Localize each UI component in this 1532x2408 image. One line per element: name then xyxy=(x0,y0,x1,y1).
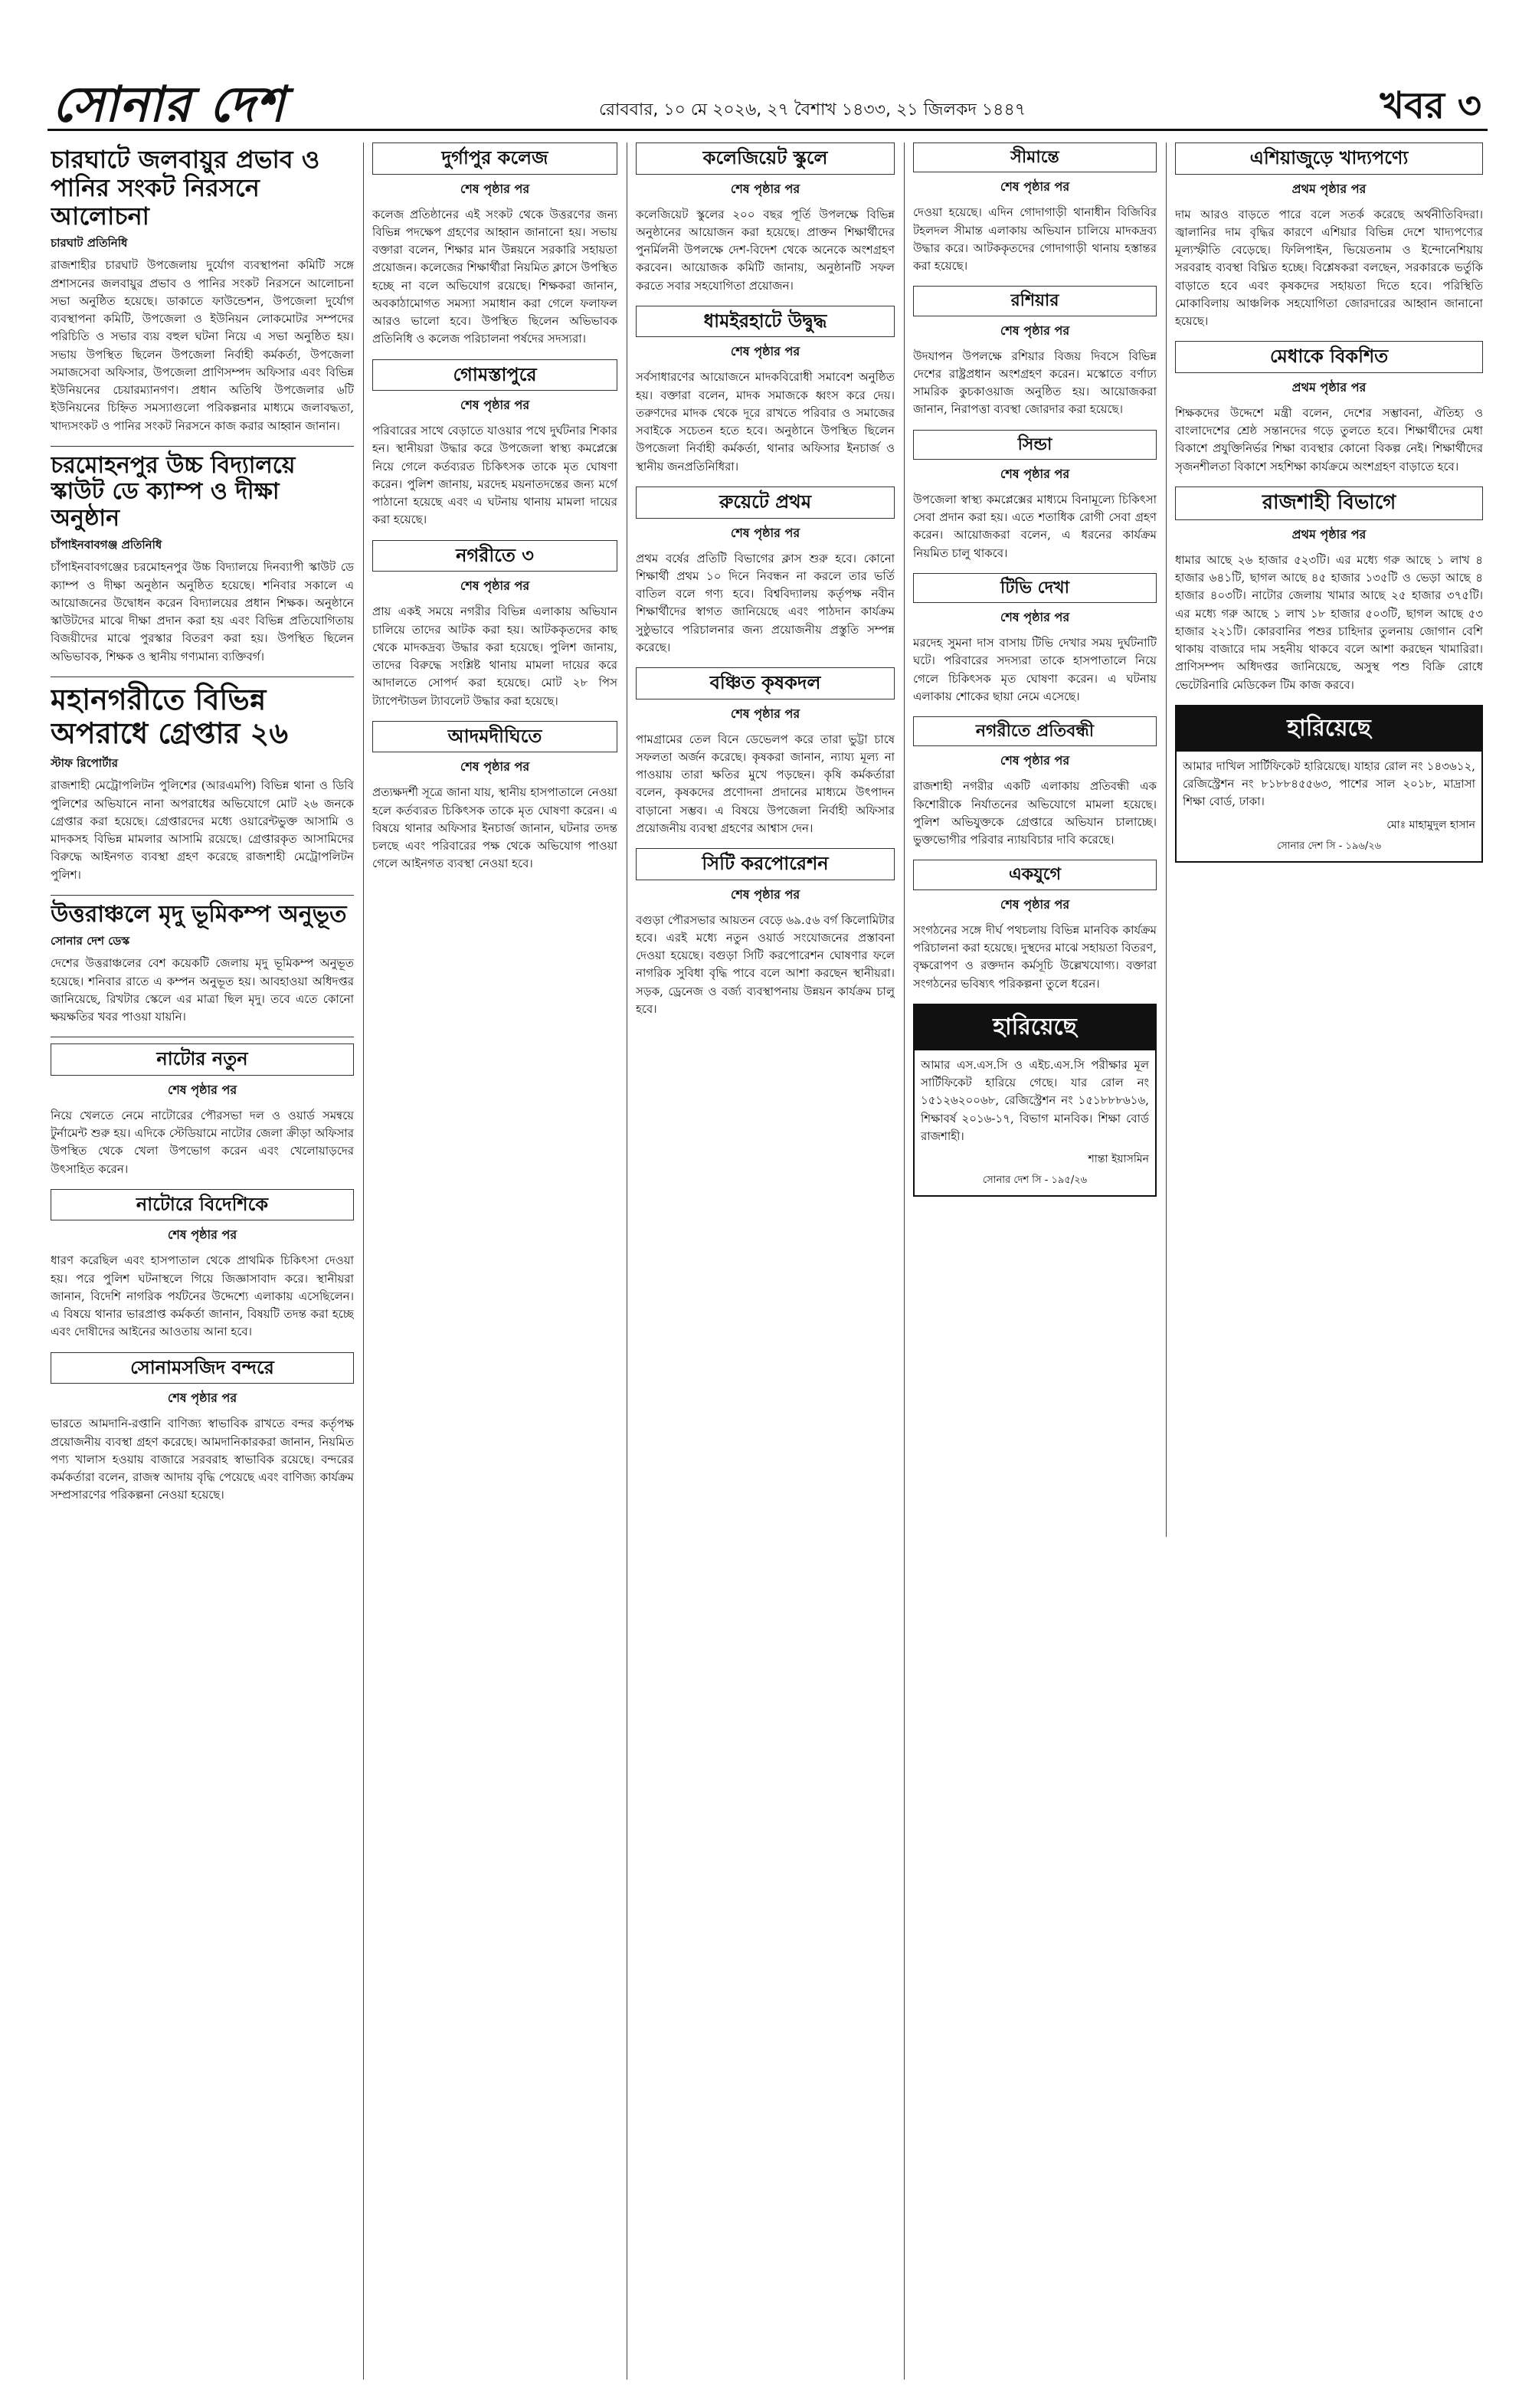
divider xyxy=(51,895,354,896)
byline: চাঁপাইনবাবগঞ্জ প্রতিনিধি xyxy=(51,538,162,552)
continued-label: শেষ পৃষ্ঠার পর xyxy=(730,181,800,196)
headline: নাটোরে বিদেশিকে xyxy=(51,1189,354,1221)
story-text: প্রায় একই সময়ে নগরীর বিভিন্ন এলাকায় অভিযান চালিয়ে তাদের আটক করা হয়। আটককৃতদের কাছ থেকে মাদকদ্রব্য উদ্ধার করা হয়েছে। পুলিশ জানায়, তাদের বিরুদ্ধে সংশ্লিষ্ট থানায় মামলা দায়ের করে আদালতে সোপর্দ করা হয়েছে। মোট ২৮ পিস ট্যাপেন্টাডল ট্যাবলেট উদ্ধার করা হয়েছে। xyxy=(372,604,617,708)
lost-notice xyxy=(913,1004,1157,1197)
continued-label: শেষ পৃষ্ঠার পর xyxy=(1000,896,1070,912)
notice-signature: মোঃ মাহামুদুল হাসান xyxy=(1386,818,1475,831)
headline: চারঘাটে জলবায়ুর প্রভাব ও পানির সংকট নিরসনে আলোচনা xyxy=(51,145,320,231)
headline: গোমস্তাপুরে xyxy=(372,359,617,392)
headline: সিন্ডা xyxy=(913,430,1157,460)
story-text: প্রথম বর্ষের প্রতিটি বিভাগের ক্লাস শুরু হবে। কোনো শিক্ষার্থী প্রথম ১০ দিনে নিবন্ধন না করলে তার ভর্তি বাতিল বলে গণ্য হবে। বিশ্ববিদ্যালয় কর্তৃপক্ষ নবীন শিক্ষার্থীদের স্বাগত জানিয়েছে এবং পাঠদান কার্যক্রম সুষ্ঠুভাবে পরিচালনার জন্য প্রয়োজনীয় প্রস্তুতি সম্পন্ন করেছে। xyxy=(636,551,895,654)
continued-label: শেষ পৃষ্ঠার পর xyxy=(1000,610,1070,625)
story-text: চাঁপাইনবাবগঞ্জের চরমোহনপুর উচ্চ বিদ্যালয়ে দিনব্যাপী স্কাউট ডে ক্যাম্প ও দীক্ষা অনুষ্ঠান অনুষ্ঠিত হয়েছে। শনিবার সকালে এ আয়োজনের উদ্বোধন করেন বিদ্যালয়ের প্রধান শিক্ষক। অনুষ্ঠানে স্কাউটদের মাঝে দীক্ষা প্রদান করা হয় এবং বিভিন্ন প্রতিযোগিতায় বিজয়ীদের মাঝে পুরস্কার বিতরণ করা হয়। উপস্থিত ছিলেন অভিভাবক, শিক্ষক ও স্থানীয় গণ্যমান্য ব্যক্তিবর্গ। xyxy=(51,560,354,663)
continued-label: শেষ পৃষ্ঠার পর xyxy=(167,1082,237,1097)
story-decade xyxy=(913,860,1157,992)
continued-label: শেষ পৃষ্ঠার পর xyxy=(1000,466,1070,481)
story-gomostapur xyxy=(372,359,617,529)
story-text: প্রত্যক্ষদর্শী সূত্রে জানা যায়, স্থানীয় হাসপাতালে নেওয়া হলে কর্তব্যরত চিকিৎসক তাকে মৃত ঘোষণা করেন। এ বিষয়ে থানার অফিসার ইনচার্জ জানান, ঘটনার তদন্ত চলছে এবং পরিবারের পক্ষ থেকে অভিযোগ পাওয়া গেলে আইনগত ব্যবস্থা নেওয়া হবে। xyxy=(372,785,617,871)
newspaper-name: সোনার দেশ xyxy=(52,76,286,133)
headline: রাজশাহী বিভাগে xyxy=(1175,487,1483,520)
date-line: রোববার, ১০ মে ২০২৬, ২৭ বৈশাখ ১৪৩৩, ২১ জিলকদ ১৪৪৭ xyxy=(599,100,1026,120)
column-1 xyxy=(51,143,354,2380)
headline: সিটি করপোরেশন xyxy=(636,848,895,880)
continued-label: শেষ পৃষ্ঠার পর xyxy=(167,1227,237,1243)
story-farmers xyxy=(636,667,895,837)
continued-label: প্রথম পৃষ্ঠার পর xyxy=(1291,526,1367,542)
story-text: পামগ্রামের তেল বিনে ডেভেলপ করে তারা ভুট্টা চাষে সফলতা অর্জন করেছে। কৃষকরা জানান, ন্যায্য মূল্য না পাওয়ায় তারা ক্ষতির মুখে পড়ছেন। কৃষি কর্মকর্তারা বলেন, কৃষকদের প্রণোদনা প্রদানের মাধ্যমে উৎপাদন বাড়ানো সম্ভব। এ বিষয়ে উপজেলা নির্বাহী অফিসার প্রয়োজনীয় ব্যবস্থা গ্রহণের আশ্বাস দেন। xyxy=(636,732,895,835)
continued-label: শেষ পৃষ্ঠার পর xyxy=(460,398,530,413)
headline: চরমোহনপুর উচ্চ বিদ্যালয়ে স্কাউট ডে ক্যাম্প ও দীক্ষা অনুষ্ঠান xyxy=(51,451,296,532)
story-russia xyxy=(913,286,1157,418)
notice-text: আমার এস.এস.সি ও এইচ.এস.সি পরীক্ষার মূল সার্টিফিকেট হারিয়ে গেছে। যার রোল নং ১৫১২৬২০০৬৮, রেজিস্ট্রেশন নং ১৫১৮৮৮৬১৬, শিক্ষাবর্ষ ২০১৬-১৭, বিভাগ মানবিক। শিক্ষা বোর্ড রাজশাহী। xyxy=(921,1057,1149,1143)
column-divider xyxy=(1166,143,1167,1537)
story-ruet xyxy=(636,487,895,657)
notice-title: হারিয়েছে xyxy=(915,1005,1155,1050)
column-divider xyxy=(363,143,364,2380)
story-nagari-3 xyxy=(372,540,617,710)
story-adamdighi xyxy=(372,721,617,873)
story-text: মরদেহ সুমনা দাস বাসায় টিভি দেখার সময় দুর্ঘটনাটি ঘটে। পরিবারের সদস্যরা তাকে হাসপাতালে নিয়ে গেলে চিকিৎসক মৃত ঘোষণা করেন। এ ঘটনায় এলাকায় শোকের ছায়া নেমে এসেছে। xyxy=(913,636,1157,703)
story-text: বগুড়া পৌরসভার আয়তন বেড়ে ৬৯.৫৬ বর্গ কিলোমিটার হবে। এরই মধ্যে নতুন ওয়ার্ড সংযোজনের প্রস্তাবনা দেওয়া হয়েছে। বগুড়া সিটি করপোরেশন ঘোষণার ফলে নাগরিক সুবিধা বৃদ্ধি পাবে বলে আশা করছেন স্থানীয়রা। সড়ক, ড্রেনেজ ও বর্জ্য ব্যবস্থাপনায় উন্নয়ন কার্যক্রম চালু হবে। xyxy=(636,912,895,1016)
story-arrest xyxy=(51,683,354,884)
headline: একযুগে xyxy=(913,860,1157,889)
story-text: ধারণ করেছিল এবং হাসপাতাল থেকে প্রাথমিক চিকিৎসা দেওয়া হয়। পরে পুলিশ ঘটনাস্থলে গিয়ে জিজ্ঞাসাবাদ করে। স্থানীয়রা জানান, বিদেশি নাগরিক পর্যটনের উদ্দেশ্যে এলাকায় এসেছিলেন। এ বিষয়ে থানার ভারপ্রাপ্ত কর্মকর্তা জানান, বিষয়টি তদন্ত করা হচ্ছে এবং দোষীদের আইনের আওতায় আনা হবে। xyxy=(51,1253,354,1339)
notice-text: আমার দাখিল সার্টিফিকেট হারিয়েছে। যাহার রোল নং ১৪৩৬১২, রেজিস্ট্রেশন নং ৮১৮৮৪৫৫৬৩, পাশের সাল ২০১৮, মাদ্রাসা শিক্ষা বোর্ড, ঢাকা। xyxy=(1183,758,1475,809)
story-scout xyxy=(51,453,354,666)
continued-label: শেষ পৃষ্ঠার পর xyxy=(730,706,800,721)
headline: কলেজিয়েট স্কুলে xyxy=(636,143,895,175)
story-text: নিয়ে খেলতে নেমে নাটোরের পৌরসভা দল ও ওয়ার্ড সমন্বয়ে টুর্নামেন্ট শুরু হয়। এদিকে স্টেডিয়ামে নাটোর জেলা ক্রীড়া অফিসার উপস্থিত থেকে খেলা উপভোগ করেন এবং খেলোয়াড়দের উৎসাহিত করেন। xyxy=(51,1108,354,1176)
story-text: সংগঠনের সঙ্গে দীর্ঘ পথচলায় বিভিন্ন মানবিক কার্যক্রম পরিচালনা করা হয়েছে। দুস্থদের মাঝে সহায়তা বিতরণ, বৃক্ষরোপণ ও রক্তদান কর্মসূচি উল্লেখযোগ্য। বক্তারা সংগঠনের ভবিষ্যৎ পরিকল্পনা তুলে ধরেন। xyxy=(913,922,1157,991)
story-text: উপজেলা স্বাস্থ্য কমপ্লেক্সের মাধ্যমে বিনামূল্যে চিকিৎসা সেবা প্রদান করা হয়। এতে শতাধিক রোগী সেবা গ্রহণ করেন। আয়োজকরা বলেন, এ ধরনের কার্যক্রম নিয়মিত চালু থাকবে। xyxy=(913,492,1157,560)
column-2 xyxy=(372,143,617,2380)
headline: সোনামসজিদ বন্দরে xyxy=(51,1352,354,1384)
story-dhamoirhat xyxy=(636,306,895,476)
headline: রশিয়ার xyxy=(913,286,1157,316)
headline: নাটোর নতুন xyxy=(51,1043,354,1076)
story-text: দেশের উত্তরাঞ্চলের বেশ কয়েকটি জেলায় মৃদু ভূমিকম্প অনুভূত হয়েছে। শনিবার রাতে এ কম্পন অনুভূত হয়। আবহাওয়া অধিদপ্তর জানিয়েছে, রিখটার স্কেলে এর মাত্রা ছিল মৃদু। তবে এতে কোনো ক্ষয়ক্ষতির খবর পাওয়া যায়নি। xyxy=(51,956,354,1024)
story-disabled xyxy=(913,716,1157,849)
column-3 xyxy=(636,143,895,2380)
headline: টিভি দেখা xyxy=(913,573,1157,603)
story-durgapur xyxy=(372,143,617,349)
continued-label: শেষ পৃষ্ঠার পর xyxy=(1000,179,1070,195)
continued-label: প্রথম পৃষ্ঠার পর xyxy=(1291,181,1367,196)
headline: সীমান্তে xyxy=(913,143,1157,172)
story-text: সর্বসাধারণের আয়োজনে মাদকবিরোধী সমাবেশ অনুষ্ঠিত হয়। বক্তারা বলেন, মাদক সমাজকে ধ্বংস করে দেয়। তরুণদের মাদক থেকে দূরে রাখতে পরিবার ও সমাজের সবাইকে সচেতন হতে হবে। অনুষ্ঠানে উপস্থিত ছিলেন উপজেলা নির্বাহী কর্মকর্তা, থানার অফিসার ইনচার্জ ও স্থানীয় জনপ্রতিনিধিরা। xyxy=(636,370,895,473)
story-city-corporation xyxy=(636,848,895,1018)
story-text: রাজশাহী মেট্রোপলিটন পুলিশের (আরএমপি) বিভিন্ন থানা ও ডিবি পুলিশের অভিযানে নানা অপরাধের অভিযোগে মোট ২৬ জনকে গ্রেপ্তার করা হয়েছে। গ্রেপ্তারদের মধ্যে ওয়ারেন্টভুক্ত আসামি ও মাদকসহ বিভিন্ন মামলার আসামি রয়েছে। গ্রেপ্তারকৃত আসামিদের বিরুদ্ধে আইনগত ব্যবস্থা গ্রহণ করেছে রাজশাহী মেট্রোপলিটন পুলিশ। xyxy=(51,778,354,882)
story-text: দেওয়া হয়েছে। এদিন গোদাগাড়ী থানাধীন বিজিবির টহলদল সীমান্ত এলাকায় অভিযান চালিয়ে মাদকদ্রব্য উদ্ধার করে। আটককৃতদের গোদাগাড়ী থানায় হস্তান্তর করা হয়েছে। xyxy=(913,205,1157,274)
story-text: শিক্ষকদের উদ্দেশে মন্ত্রী বলেন, দেশের সম্ভাবনা, ঐতিহ্য ও বাংলাদেশের শ্রেষ্ঠ সন্তানদের গড়ে তুলতে হবে। শিক্ষার্থীদের মেধা বিকাশে প্রযুক্তিনির্ভর শিক্ষা ব্যবস্থার কোনো বিকল্প নেই। শিক্ষার্থীদের সৃজনশীলতা বিকাশে সহশিক্ষা কার্যক্রমে অংশগ্রহণ বাড়াতে হবে। xyxy=(1175,405,1483,473)
continued-label: শেষ পৃষ্ঠার পর xyxy=(460,181,530,196)
story-rajshahi-division xyxy=(1175,487,1483,694)
headline: উত্তরাঞ্চলে মৃদু ভূমিকম্প অনুভূত xyxy=(51,900,347,928)
headline: ধামইরহাটে উদ্বুদ্ধ xyxy=(636,306,895,338)
story-text: রাজশাহীর চারঘাট উপজেলায় দুর্যোগ ব্যবস্থাপনা কমিটি সঙ্গে প্রশাসনের জলবায়ুর প্রভাব ও পানির সংকট নিরসনে আলোচনা সভা অনুষ্ঠিত হয়েছে। ডাকাতে ফাউন্ডেশন, উপজেলা দুর্যোগ ব্যবস্থাপনা কমিটি, উপজেলা ও ইউনিয়ন লোকমোটর সম্পদের পরিচিতি ও সভার ব্যয় বহুল ঘটনা নিয়ে এ সভা অনুষ্ঠিত হয়। সভায় উপস্থিত ছিলেন উপজেলা নির্বাহী কর্মকর্তা, উপজেলা সমাজসেবা অফিসার, উপজেলা প্রাণিসম্পদ অফিসার এবং বিভিন্ন ইউনিয়নের চেয়ারম্যানগণ। প্রধান অতিথি উপজেলার ৬টি ইউনিয়নের চিহ্নিত সমস্যাগুলো পরিকল্পনার মাধ্যমে জলাবদ্ধতা, খাদ্যসংকট ও পানির সংকট নিরসনে কাজ করার আহ্বান জানান। xyxy=(51,258,354,433)
column-5 xyxy=(1175,143,1483,2380)
continued-label: শেষ পৃষ্ঠার পর xyxy=(167,1391,237,1406)
story-text: ভারতে আমদানি-রপ্তানি বাণিজ্য স্বাভাবিক রাখতে বন্দর কর্তৃপক্ষ প্রয়োজনীয় ব্যবস্থা গ্রহণ করেছে। আমদানিকারকরা জানান, নিয়মিত পণ্য খালাস হওয়ায় বাজারে সরবরাহ স্বাভাবিক রয়েছে। বন্দরের কর্মকর্তারা বলেন, রাজস্ব আদায় বৃদ্ধি পেয়েছে এবং বাণিজ্য কার্যক্রম সম্প্রসারণের পরিকল্পনা নেওয়া হয়েছে। xyxy=(51,1417,354,1502)
continued-label: শেষ পৃষ্ঠার পর xyxy=(730,525,800,540)
continued-label: শেষ পৃষ্ঠার পর xyxy=(730,886,800,902)
notice-ad-code: সোনার দেশ সি - ১৯৫/২৬ xyxy=(982,1175,1088,1187)
lost-notice xyxy=(1175,705,1483,863)
story-collegiate xyxy=(636,143,895,295)
continued-label: শেষ পৃষ্ঠার পর xyxy=(1000,753,1070,768)
byline: সোনার দেশ ডেস্ক xyxy=(51,934,130,948)
story-text: কলেজ প্রতিষ্ঠানের এই সংকট থেকে উত্তরণের জন্য বিভিন্ন পদক্ষেপ গ্রহণের আহ্বান জানানো হয়। সভায় বক্তারা বলেন, শিক্ষার মান উন্নয়নে সরকারি সহায়তা প্রয়োজন। কলেজের শিক্ষার্থীরা নিয়মিত ক্লাসে উপস্থিত হচ্ছে না বলে অভিযোগ রয়েছে। শিক্ষকরা জানান, অবকাঠামোগত সমস্যা সমাধান করা গেলে ফলাফল আরও ভালো হবে। উপস্থিত ছিলেন অভিভাবক প্রতিনিধি ও কলেজ পরিচালনা পর্ষদের সদস্যরা। xyxy=(372,207,617,346)
divider xyxy=(51,446,354,447)
continued-label: শেষ পৃষ্ঠার পর xyxy=(460,578,530,594)
story-sonamasjid xyxy=(51,1352,354,1505)
headline: এশিয়াজুড়ে খাদ্যপণ্যে xyxy=(1175,143,1483,175)
byline: স্টাফ রিপোর্টার xyxy=(51,756,119,771)
story-text: রাজশাহী নগরীর একটি এলাকায় প্রতিবন্ধী এক কিশোরীকে নির্যাতনের অভিযোগে মামলা হয়েছে। পুলিশ অভিযুক্তকে গ্রেপ্তারে অভিযান চালাচ্ছে। ভুক্তভোগীর পরিবার ন্যায়বিচার দাবি করেছে। xyxy=(913,779,1157,847)
story-asia-food xyxy=(1175,143,1483,330)
column-4 xyxy=(913,143,1157,2380)
section-label: খবর ৩ xyxy=(1380,84,1481,127)
story-text: পরিবারের সাথে বেড়াতে যাওয়ার পথে দুর্ঘটনার শিকার হন। স্থানীয়রা উদ্ধার করে উপজেলা স্বাস্থ্য কমপ্লেক্সে নিয়ে গেলে কর্তব্যরত চিকিৎসক তাকে মৃত ঘোষণা করেন। পুলিশ জানায়, মরদেহ ময়নাতদন্তের জন্য মর্গে পাঠানো হয়েছে এবং এ ঘটনায় থানায় মামলা দায়ের করা হয়েছে। xyxy=(372,424,617,527)
story-text: উদযাপন উপলক্ষে রশিয়ার বিজয় দিবসে বিভিন্ন দেশের রাষ্ট্রপ্রধান অংশগ্রহণ করেন। মস্কোতে বর্ণাঢ্য সামরিক কুচকাওয়াজ অনুষ্ঠিত হয়। আয়োজকরা জানান, নিরাপত্তা ব্যবস্থা জোরদার করা হয়েছে। xyxy=(913,349,1157,417)
story-natore xyxy=(51,1043,354,1178)
continued-label: শেষ পৃষ্ঠার পর xyxy=(1000,323,1070,338)
notice-signature: শান্তা ইয়াসমিন xyxy=(1088,1153,1149,1166)
continued-label: প্রথম পৃষ্ঠার পর xyxy=(1291,379,1367,395)
story-tv xyxy=(913,573,1157,706)
headline: নগরীতে ৩ xyxy=(372,540,617,572)
notice-ad-code: সোনার দেশ সি - ১৯৬/২৬ xyxy=(1276,840,1382,852)
column-divider xyxy=(904,143,905,2380)
headline: রুয়েটে প্রথম xyxy=(636,487,895,519)
story-chargha xyxy=(51,146,354,435)
story-earthquake xyxy=(51,902,354,1027)
headline: দুর্গাপুর কলেজ xyxy=(372,143,617,175)
story-text: কলেজিয়েট স্কুলের ২০০ বছর পূর্তি উপলক্ষে বিভিন্ন অনুষ্ঠানের আয়োজন করা হয়েছে। প্রাক্তন শিক্ষার্থীদের পুনর্মিলনী উপলক্ষে দেশ-বিদেশ থেকে অনেকে অংশগ্রহণ করবেন। আয়োজক কমিটি জানায়, অনুষ্ঠানটি সফল করতে সবার সহযোগিতা প্রয়োজন। xyxy=(636,207,895,293)
byline: চারঘাট প্রতিনিধি xyxy=(51,236,128,251)
story-border xyxy=(913,143,1157,275)
headline: বঞ্চিত কৃষকদল xyxy=(636,667,895,699)
story-text: দাম আরও বাড়তে পারে বলে সতর্ক করেছে অর্থনীতিবিদরা। জ্বালানির দাম বৃদ্ধির কারণে এশিয়ার বিভিন্ন দেশে খাদ্যপণ্যের মূল্যস্ফীতি বেড়েছে। ফিলিপাইন, ভিয়েতনাম ও ইন্দোনেশিয়ায় সরবরাহ ব্যবস্থা বিঘ্নিত হচ্ছে। বিশ্লেষকরা বলছেন, সরকারকে ভর্তুকি বাড়াতে হবে এবং কৃষকদের সহায়তা দিতে হবে। পরিস্থিতি মোকাবিলায় আঞ্চলিক সহযোগিতা জোরদারের আহ্বান জানানো হয়েছে। xyxy=(1175,207,1483,329)
story-talent xyxy=(1175,341,1483,476)
headline: মেধাকে বিকশিত xyxy=(1175,341,1483,373)
notice-title: হারিয়েছে xyxy=(1177,706,1481,752)
headline: আদমদীঘিতে xyxy=(372,721,617,753)
headline: মহানগরীতে বিভিন্ন অপরাধে গ্রেপ্তার ২৬ xyxy=(51,682,289,750)
continued-label: শেষ পৃষ্ঠার পর xyxy=(460,759,530,775)
continued-label: শেষ পৃষ্ঠার পর xyxy=(730,344,800,359)
story-text: ধামার আছে ২৬ হাজার ৫২৩টি। এর মধ্যে গরু আছে ১ লাখ ৪ হাজার ৬৪১টি, ছাগল আছে ৪৫ হাজার ১৩৫টি ও ভেড়া আছে ৪ হাজার ৪০৩টি। নাটোর জেলায় খামার আছে ২৫ হাজার ৩৭৫টি। এর মধ্যে গরু আছে ১ লাখ ১৮ হাজার ৫০৩টি, ছাগল আছে ৫৩ হাজার ২২১টি। কোরবানির পশুর চাহিদার তুলনায় জোগান বেশি থাকায় বাজারে দাম সহনীয় থাকবে বলে আশা করছেন খামারিরা। প্রাণিসম্পদ অধিদপ্তর জানিয়েছে, অসুস্থ পশু বিক্রি রোধে ভেটেরিনারি মেডিকেল টিম কাজ করবে। xyxy=(1175,552,1483,692)
story-sinda xyxy=(913,430,1157,562)
headline: নগরীতে প্রতিবন্ধী xyxy=(913,716,1157,746)
masthead xyxy=(47,67,1488,131)
story-natore-foreigner xyxy=(51,1189,354,1342)
